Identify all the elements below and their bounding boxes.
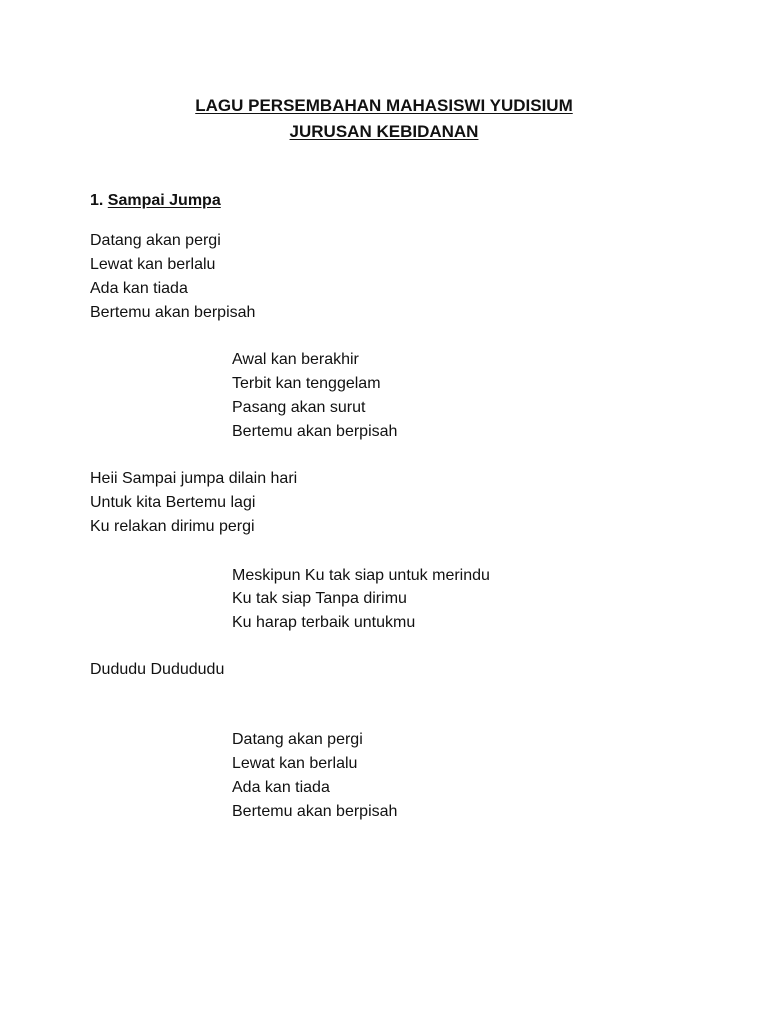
lyric-line: Terbit kan tenggelam bbox=[232, 375, 381, 392]
lyric-line: Datang akan pergi bbox=[90, 232, 221, 249]
lyric-line: Untuk kita Bertemu lagi bbox=[90, 494, 256, 511]
lyric-line: Heii Sampai jumpa dilain hari bbox=[90, 470, 298, 487]
song-title: Sampai Jumpa bbox=[107, 192, 221, 209]
lyric-line: Datang akan pergi bbox=[232, 731, 363, 748]
lyric-line: Bertemu akan berpisah bbox=[90, 304, 256, 321]
lyric-line: Bertemu akan berpisah bbox=[232, 423, 398, 440]
lyric-line: Ada kan tiada bbox=[232, 779, 330, 796]
document-title-line-1: LAGU PERSEMBAHAN MAHASISWI YUDISIUM bbox=[195, 96, 573, 115]
lyric-line: Lewat kan berlalu bbox=[90, 256, 216, 273]
song-number: 1. bbox=[90, 192, 104, 209]
lyric-line: Lewat kan berlalu bbox=[232, 755, 358, 772]
lyric-line: Ku relakan dirimu pergi bbox=[90, 518, 255, 535]
lyric-line: Pasang akan surut bbox=[232, 399, 366, 416]
lyric-line: Ada kan tiada bbox=[90, 280, 188, 297]
lyric-line: Ku harap terbaik untukmu bbox=[232, 614, 416, 631]
document-title-line-2: JURUSAN KEBIDANAN bbox=[289, 122, 479, 141]
lyric-line: Awal kan berakhir bbox=[232, 351, 359, 368]
lyric-line: Meskipun Ku tak siap untuk merindu bbox=[232, 567, 490, 584]
song-heading bbox=[90, 192, 221, 210]
lyric-line: Bertemu akan berpisah bbox=[232, 803, 398, 820]
lyric-line: Ku tak siap Tanpa dirimu bbox=[232, 590, 407, 607]
lyric-line: Dududu Dudududu bbox=[90, 661, 225, 678]
